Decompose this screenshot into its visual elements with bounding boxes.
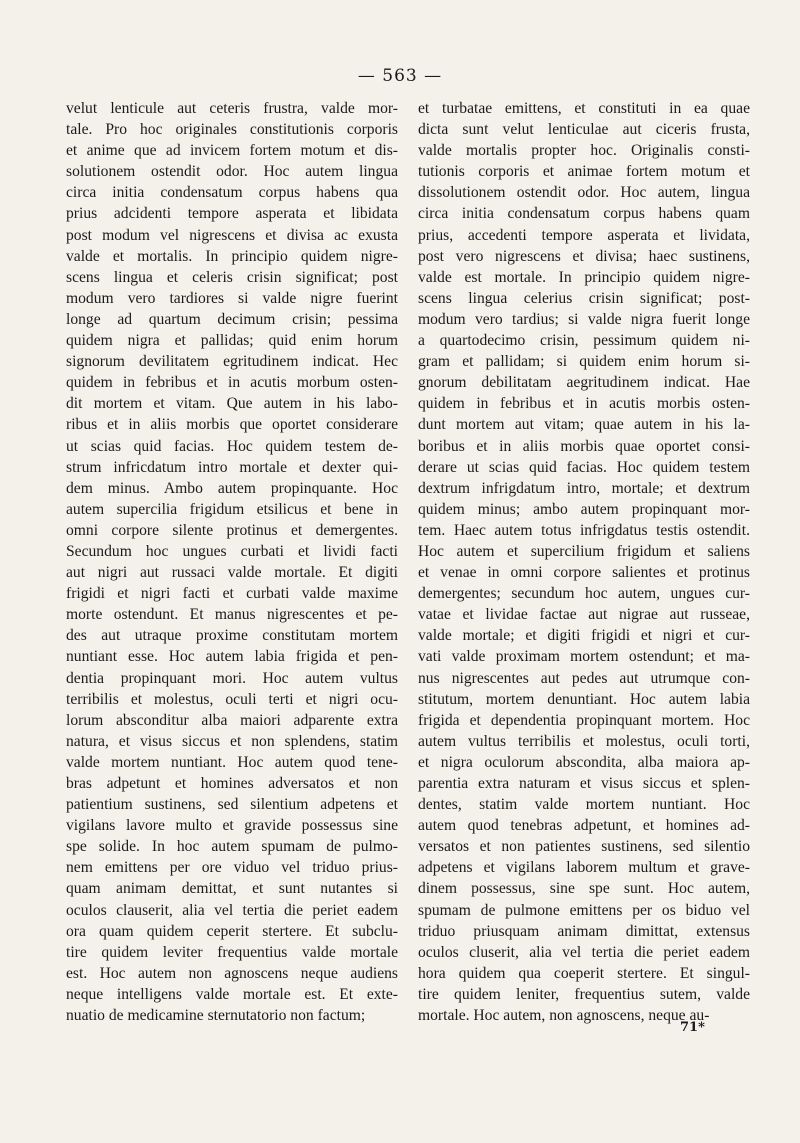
- text-line: terribilis et molestus, oculi terti et nigri ocu-: [66, 690, 398, 708]
- text-line: dentia propinquant mori. Hoc autem vultus: [66, 669, 398, 687]
- text-line: dinem possessus, sine spe sunt. Hoc autem,: [418, 880, 750, 898]
- text-line: oculos cluserit, alia vel tertia die periet eadem: [418, 943, 750, 961]
- right-column: [418, 98, 750, 1026]
- left-column: [66, 98, 398, 1026]
- text-line: aut nigri aut russaci valde mortale. Et digiti: [66, 564, 398, 582]
- text-line: dentes, statim valde mortem nuntiant. Hoc: [418, 796, 750, 814]
- text-line: est. Hoc autem non agnoscens neque audiens: [66, 964, 398, 982]
- text-line: vatae et lividae factae aut nigrae aut russeae,: [418, 606, 750, 624]
- text-line: et venae in omni corpore salientes et protinus: [418, 564, 750, 582]
- text-line: quidem in febribus et in acutis morbum osten-: [66, 374, 398, 392]
- text-line: oculos clauserit, alia vel tertia die periet eadem: [66, 901, 398, 919]
- text-line: solutionem ostendit odor. Hoc autem lingua: [66, 163, 398, 181]
- text-line: nus nigrescentes aut pedes aut utrumque con-: [418, 669, 750, 687]
- text-line: nuntiant esse. Hoc autem labia frigida et pen-: [66, 648, 398, 666]
- text-line: et nigra oculorum abscondita, alba maiora ap-: [418, 753, 750, 771]
- text-line: longe ad quartum decimum crisin; pessima: [66, 310, 398, 328]
- text-line: ora quam quidem ceperit stertere. Et subclu-: [66, 922, 398, 940]
- text-line: valde mortem nuntiant. Hoc autem quod tene-: [66, 753, 398, 771]
- text-line: quidem nigra et pallidas; quid enim horum: [66, 332, 398, 350]
- text-line: et turbatae emittens, et constituti in ea quae: [418, 100, 750, 117]
- text-line: circa initia condensatum corpus habens qua: [66, 184, 398, 202]
- text-line: frigidi et nigri facti et curbati valde maxime: [66, 585, 398, 603]
- text-line: tire quidem leniter, frequentius sutem, valde: [418, 985, 750, 1003]
- text-line: strum infricdatum intro mortale et dexter qui-: [66, 458, 398, 476]
- text-line: vigilans lavore multo et gravide possessus sine: [66, 817, 398, 835]
- text-line: autem supercilia frigidum etsilicus et bene in: [66, 500, 398, 518]
- page-number: — 563 —: [357, 66, 443, 86]
- text-line: derare ut scias quid facias. Hoc quidem testem: [418, 458, 750, 476]
- text-line: modum vero tardius; si valde nigra fuerit longe: [418, 310, 750, 328]
- text-line: valde mortalis propter hoc. Originalis consti-: [418, 142, 750, 160]
- text-line: tale. Pro hoc originales constitutionis corporis: [66, 121, 398, 139]
- text-line: omni corpore silente protinus et demergentes.: [66, 521, 398, 539]
- text-line: quidem in febribus et in acutis morbis osten-: [418, 395, 750, 413]
- text-line: tire quidem leviter frequentius valde mortale: [66, 943, 398, 961]
- text-line: lorum absconditur alba maiori adparente extra: [66, 711, 398, 729]
- text-line: natura, et visus siccus et non splendens, statim: [66, 732, 398, 750]
- text-line: morte ostendunt. Et manus nigrescentes et pe-: [66, 606, 398, 624]
- text-line: ut scias quid facias. Hoc quidem testem de-: [66, 437, 398, 455]
- text-line: bras adpetunt et homines adversatos et non: [66, 775, 398, 792]
- text-line: Hoc autem et supercilium frigidum et saliens: [418, 542, 750, 560]
- text-line: demergentes; secundum hoc autem, ungues cur-: [418, 585, 750, 603]
- text-line: autem vultus terribilis et molestus, oculi torti,: [418, 732, 750, 750]
- text-line: et anime que ad invicem fortem motum et dis-: [66, 142, 398, 160]
- text-line: valde mortale; et digiti frigidi et nigri et cur-: [418, 627, 750, 645]
- text-line: neque intelligens valde mortale est. Et exte-: [66, 985, 398, 1003]
- text-line: stitutum, mortem denuntiant. Hoc autem labia: [418, 690, 750, 708]
- text-line: autem quod tenebras adpetunt, et homines ad-: [418, 817, 750, 835]
- text-line: dunt mortem aut vitam; quae autem in his la-: [418, 416, 750, 434]
- text-line: a quartodecimo crisin, pessimum quidem ni-: [418, 332, 750, 350]
- text-line: dit mortem et vitam. Que autem in his labo-: [66, 395, 398, 413]
- text-line: valde et mortalis. In principio quidem nigre-: [66, 247, 398, 265]
- text-line: gram et pallidam; si quidem enim horum si-: [418, 353, 750, 371]
- text-line: prius adcidenti tempore asperata et libidata: [66, 205, 398, 223]
- text-line: parentia extra naturam et visus siccus et splen-: [418, 775, 750, 792]
- text-line: post modum vel nigrescens et divisa ac exusta: [66, 226, 398, 244]
- text-line: prius, accedenti tempore asperata et lividata,: [418, 226, 750, 244]
- text-line: vati valde proximam mortem ostendunt; et ma-: [418, 648, 750, 666]
- text-line: dissolutionem ostendit odor. Hoc autem, lingua: [418, 184, 750, 202]
- text-line: adpetens et vigilans laborem multum et grave-: [418, 859, 750, 877]
- text-line: valde est mortale. In principio quidem nigre-: [418, 268, 750, 286]
- text-line: tem. Haec autem totus infrigdatus testis ostendit.: [418, 521, 750, 539]
- text-line: scens lingua et celeris crisin significat; post: [66, 268, 398, 286]
- text-line: versatos et non patientes sustinens, sed silentio: [418, 838, 750, 856]
- signature-mark: 71*: [680, 1020, 705, 1035]
- text-line: hora quidem qua coeperit stertere. Et singul-: [418, 964, 750, 982]
- text-line: spumam de pulmone emittens per os biduo vel: [418, 901, 750, 919]
- text-line: quam animam demittat, et sunt nutantes si: [66, 880, 398, 898]
- text-line: scens lingua celerius crisin significat; post-: [418, 289, 750, 307]
- text-line: spe solide. In hoc autem spumam de pulmo-: [66, 838, 398, 856]
- text-line: circa initia condensatum corpus habens quam: [418, 205, 750, 223]
- text-line: ribus et in aliis morbis que oportet considerare: [66, 416, 398, 434]
- text-line: des aut utraque proxime constitutam mortem: [66, 627, 398, 645]
- text-line: velut lenticule aut ceteris frustra, valde mor-: [66, 100, 398, 117]
- text-line: nem emittens per ore viduo vel triduo prius-: [66, 859, 398, 877]
- text-line: quidem minus; ambo autem propinquant mor-: [418, 500, 750, 518]
- text-line: boribus et in aliis morbis quae oportet consi-: [418, 437, 750, 455]
- text-line: mortale. Hoc autem, non agnoscens, neque au-: [418, 1007, 710, 1025]
- text-line: nuatio de medicamine sternutatorio non factum;: [66, 1007, 366, 1025]
- text-line: modum vero tardiores si valde nigre fuerint: [66, 289, 398, 307]
- text-line: post vero nigrescens et divisa; haec sustinens,: [418, 247, 750, 265]
- text-line: gnorum debilitatam aegritudinem indicat. Hae: [418, 374, 750, 392]
- text-line: patientium sustinens, sed silentium adpetens et: [66, 796, 398, 814]
- text-line: frigida et dependentia propinquant mortem. Hoc: [418, 711, 750, 729]
- text-line: tutionis corporis et animae fortem motum et: [418, 163, 750, 181]
- text-line: dem minus. Ambo autem propinquante. Hoc: [66, 479, 398, 497]
- text-line: signorum devilitatem egritudinem indicat. Hec: [66, 353, 398, 371]
- text-line: dicta sunt velut lenticulae aut ciceris frusta,: [418, 121, 750, 139]
- text-line: Secundum hoc ungues curbati et lividi facti: [66, 542, 398, 560]
- text-line: dextrum infrigdatum intro, mortale; et dextrum: [418, 479, 750, 497]
- text-line: triduo priusquam animam dimittat, extensus: [418, 922, 750, 940]
